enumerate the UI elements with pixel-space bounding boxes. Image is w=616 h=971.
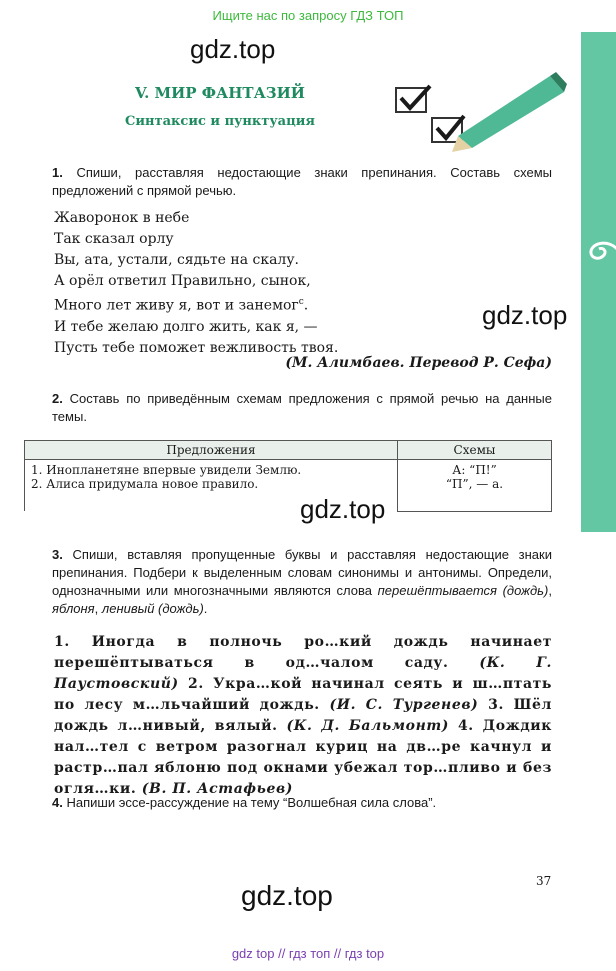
punct: , bbox=[94, 601, 99, 616]
author-2: (И. С. Тургенев) bbox=[329, 697, 479, 713]
section-subtitle: Синтаксис и пунктуация bbox=[125, 114, 315, 129]
highlight-word: перешёптывается (дождь) bbox=[377, 583, 549, 598]
table-header-row bbox=[25, 441, 552, 460]
footnote-mark: с bbox=[298, 297, 304, 307]
highlight-word: яблоня bbox=[52, 601, 95, 616]
author-1: (К. Г. Паустовский) bbox=[54, 655, 552, 692]
swirl-icon bbox=[583, 232, 616, 266]
poem-line: Жаворонок в небе bbox=[54, 210, 190, 226]
schemes-table bbox=[24, 440, 552, 512]
task-1-text: Спиши, расставляя недостающие знаки препинания. Составь схемы предложений с прямой речью. bbox=[52, 165, 552, 198]
footer-links[interactable]: gdz top // гдз топ // гдз top bbox=[231, 946, 385, 961]
table-cell-line: “П”, — а. bbox=[445, 477, 504, 491]
poem bbox=[54, 208, 338, 359]
poem-line: Так сказал орлу bbox=[54, 231, 174, 247]
side-accent-bar bbox=[581, 32, 616, 532]
poem-line bbox=[54, 292, 338, 317]
task-1-instruction bbox=[52, 164, 552, 200]
poem-attribution: (М. Алимбаев. Перевод Р. Сефа) bbox=[285, 355, 552, 371]
table-cell-line: 1. Инопланетяне впервые увидели Землю. bbox=[31, 463, 302, 477]
table-cell-line: А: “П!” bbox=[452, 463, 497, 477]
highlight-word: ленивый (дождь) bbox=[101, 601, 204, 616]
section-title: V. МИР ФАНТАЗИЙ bbox=[135, 84, 305, 102]
task-4-instruction bbox=[52, 794, 552, 812]
poem-line-end: . bbox=[303, 297, 309, 314]
watermark-bottom: gdz.top bbox=[241, 880, 333, 911]
watermark-top: gdz.top bbox=[190, 34, 276, 64]
task-4-text: Напиши эссе-рассуждение на тему “Волшебная сила слова”. bbox=[66, 795, 437, 810]
task-2-text: Составь по приведённым схемам предложения с прямой речью на данные темы. bbox=[52, 391, 552, 424]
author-4: (В. П. Астафьев) bbox=[141, 781, 293, 797]
task-2-instruction bbox=[52, 390, 552, 426]
punct: , bbox=[548, 583, 552, 598]
table-header: Предложения bbox=[25, 441, 398, 460]
sentence-1: 1. Иногда в полночь ро…кий дождь начинает перешёптываться в од…чалом саду. bbox=[54, 634, 552, 671]
watermark-table: gdz.top bbox=[300, 494, 386, 524]
page-number: 37 bbox=[536, 874, 552, 888]
task-3-exercise-text bbox=[54, 632, 552, 800]
table-cell-line: 2. Алиса придумала новое правило. bbox=[31, 477, 259, 491]
watermark-middle-right: gdz.top bbox=[482, 300, 568, 330]
task-1-number: 1. bbox=[52, 165, 63, 180]
poem-line: Пусть тебе поможет вежливость твоя. bbox=[54, 339, 339, 356]
table-header: Схемы bbox=[398, 441, 552, 460]
task-2-number: 2. bbox=[52, 391, 63, 406]
task-3-number: 3. bbox=[52, 547, 63, 562]
task-3-instruction bbox=[52, 546, 552, 618]
poem-line-text: Много лет живу я, вот и занемог bbox=[54, 297, 299, 314]
task-3-text: Спиши, вставляя пропущенные буквы и расставляя недостающие знаки препинания. Подбери к выделенным словам синонимы и антонимы. Определи, однозначными или многозначными являются слова bbox=[52, 547, 552, 598]
poem-line: И тебе желаю долго жить, как я, — bbox=[54, 318, 318, 335]
top-banner[interactable]: Ищите нас по запросу ГДЗ ТОП bbox=[212, 8, 404, 23]
punct: . bbox=[203, 601, 208, 616]
table-row bbox=[25, 460, 552, 512]
poem-line: Вы, ата, устали, сядьте на скалу. bbox=[54, 252, 300, 268]
poem-line: А орёл ответил Правильно, сынок, bbox=[54, 273, 311, 289]
checkmark-pencil-icon bbox=[392, 62, 567, 152]
table-cell bbox=[398, 460, 552, 512]
sentence-3: 3. Шёл дождь л…нивый, вялый. bbox=[54, 697, 553, 734]
author-3: (К. Д. Бальмонт) bbox=[286, 718, 450, 734]
task-4-number: 4. bbox=[52, 795, 63, 810]
sentence-4: 4. Дождик нал…тел с ветром разогнал куриц на дв…ре качнул и растр…пал яблоню под окнами убежал тор…пливо и без огля…ки. bbox=[54, 718, 552, 797]
sentence-2: 2. Укра…кой начинал сеять и ш…птать по лесу м…льчайший дождь. bbox=[54, 676, 552, 713]
